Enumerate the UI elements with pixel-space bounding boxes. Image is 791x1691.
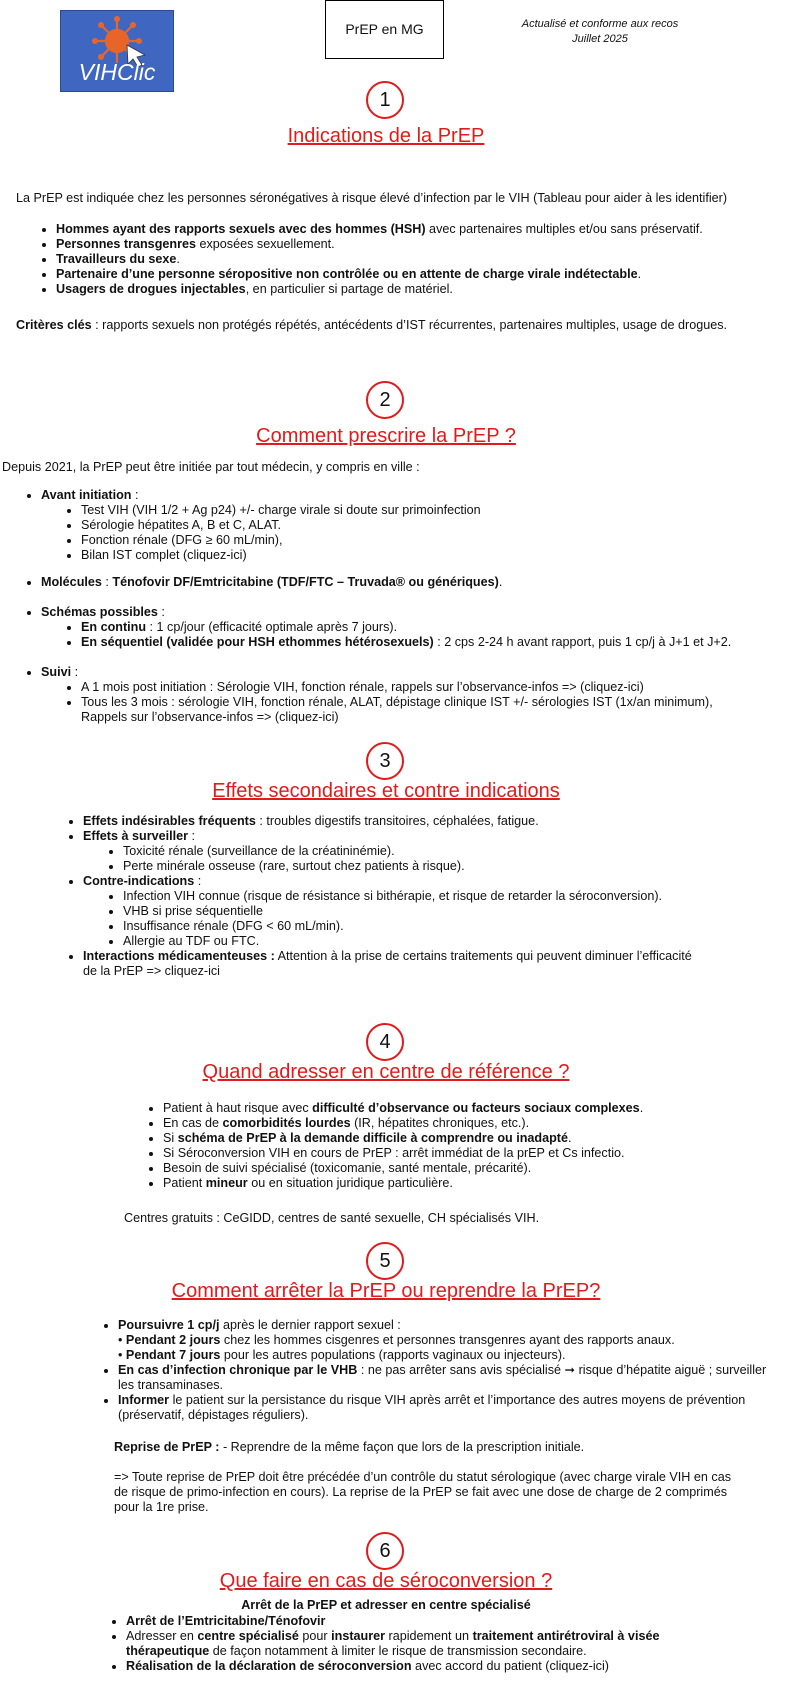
- section-title-5: Comment arrêter la PrEP ou reprendre la PrEP?: [171, 1280, 601, 1302]
- list-item: • Besoin de suivi spécialisé (toxicomanie, santé mentale, précarité).: [163, 1161, 773, 1176]
- list-item: • Patient à haut risque avec difficulté d’observance ou facteurs sociaux complexes.: [163, 1101, 773, 1116]
- list-item: • Effets à surveiller : • Toxicité rénale (surveillance de la créatininémie). • Perte minérale osseuse (rare, surtout chez patients à risque).: [83, 829, 783, 874]
- list-item: • Toxicité rénale (surveillance de la créatininémie).: [123, 844, 783, 859]
- section-number-4: 4: [366, 1023, 404, 1061]
- list-item: • Informer le patient sur la persistance du risque VIH après arrêt et l’importance des autres moyens de prévention (préservatif, dépistages réguliers).: [118, 1393, 790, 1423]
- list-item: • Infection VIH connue (risque de résistance si bithérapie, et risque de retarder la séroconversion).: [123, 889, 783, 904]
- s2-followup-list: [41, 665, 786, 725]
- s3-effects-list: [83, 814, 783, 979]
- list-item: • Suivi : • A 1 mois post initiation : Sérologie VIH, fonction rénale, rappels sur l’observance-infos => (cliquez-ici) • Tous les 3 mois : sérologie VIH, fonction rénale, ALAT, dépistage clinique IST +/- sérologies IST (1x/an minimum), Rappels sur l’observance-infos => (cliquez-ici): [41, 665, 786, 725]
- list-item: • Effets indésirables fréquents : troubles digestifs transitoires, céphalées, fatigue.: [83, 814, 783, 829]
- s2-initiation-sublist: [41, 503, 781, 563]
- list-item: • Travailleurs du sexe.: [56, 252, 776, 267]
- logo-text: VIHClic: [78, 59, 156, 85]
- section-number-3: 3: [366, 742, 404, 780]
- list-item: • En cas d’infection chronique par le VHB : ne pas arrêter sans avis spécialisé ➞ risque d’hépatite aiguë ; surveiller les transaminases.: [118, 1363, 790, 1393]
- s2-molecules-list: [41, 575, 781, 590]
- section-title-2: Comment prescrire la PrEP ?: [256, 425, 516, 447]
- list-item: • Sérologie hépatites A, B et C, ALAT.: [81, 518, 781, 533]
- s6-subtitle: Arrêt de la PrEP et adresser en centre spécialisé: [241, 1598, 531, 1612]
- list-item: • VHB si prise séquentielle: [123, 904, 783, 919]
- section-number-6: 6: [366, 1532, 404, 1570]
- update-note: [500, 17, 700, 47]
- list-item: • En continu : 1 cp/jour (efficacité optimale après 7 jours).: [81, 620, 781, 635]
- list-item: • Poursuivre 1 cp/j après le dernier rapport sexuel : • Pendant 2 jours chez les hommes cisgenres et personnes transgenres ayant des rapports anaux. • Pendant 7 jours pour les autres populations (rapports vaginaux ou injecteurs).: [118, 1318, 790, 1363]
- list-item: • En cas de comorbidités lourdes (IR, hépatites chroniques, etc.).: [163, 1116, 773, 1131]
- section-number-1: 1: [366, 81, 404, 119]
- s1-intro: La PrEP est indiquée chez les personnes séronégatives à risque élevé d’infection par le VIH (Tableau pour aider à les identifier): [16, 191, 728, 205]
- s3-monitor-sublist: [83, 844, 783, 874]
- list-item: • Fonction rénale (DFG ≥ 60 mL/min),: [81, 533, 781, 548]
- list-item: • Molécules : Ténofovir DF/Emtricitabine (TDF/FTC – Truvada® ou génériques).: [41, 575, 781, 590]
- list-item: • Si Séroconversion VIH en cours de PrEP : arrêt immédiat de la prEP et Cs infectio.: [163, 1146, 773, 1161]
- s5-restart-note: => Toute reprise de PrEP doit être précédée d’un contrôle du statut sérologique (avec charge virale VIH en cas de risque de primo-infection en cours). La reprise de la PrEP se fait avec une dose de charge de 2 comprimés pour la 1re prise.: [114, 1470, 731, 1514]
- list-item: • Arrêt de l’Emtricitabine/Ténofovir: [126, 1614, 786, 1629]
- s5-subitem: • Pendant 7 jours pour les autres populations (rapports vaginaux ou injecteurs).: [118, 1348, 566, 1362]
- list-item: • Partenaire d’une personne séropositive non contrôlée ou en attente de charge virale indétectable.: [56, 267, 776, 282]
- s4-referral-list: [163, 1101, 773, 1191]
- vihclic-logo: [60, 10, 174, 92]
- s1-key-criteria: Critères clés : rapports sexuels non protégés répétés, antécédents d’IST récurrentes, partenaires multiples, usage de drogues.: [16, 318, 728, 332]
- list-item: • Hommes ayant des rapports sexuels avec des hommes (HSH) avec partenaires multiples et/ou sans préservatif.: [56, 222, 776, 237]
- s2-initiation-list: [41, 488, 781, 563]
- list-item: • En séquentiel (validée pour HSH ethommes hétérosexuels) : 2 cps 2-24 h avant rapport, puis 1 cp/j à J+1 et J+2.: [81, 635, 781, 650]
- list-item: • Tous les 3 mois : sérologie VIH, fonction rénale, ALAT, dépistage clinique IST +/- sérologies IST (1x/an minimum), Rappels sur l’observance-infos => (cliquez-ici): [81, 695, 786, 725]
- list-item: • Usagers de drogues injectables, en particulier si partage de matériel.: [56, 282, 776, 297]
- list-item: • A 1 mois post initiation : Sérologie VIH, fonction rénale, rappels sur l’observance-infos => (cliquez-ici): [81, 680, 786, 695]
- list-item: • Réalisation de la déclaration de séroconversion avec accord du patient (cliquez-ici): [126, 1659, 786, 1674]
- s2-followup-sublist: [41, 680, 786, 725]
- list-item: • Allergie au TDF ou FTC.: [123, 934, 783, 949]
- section-number-2: 2: [366, 381, 404, 419]
- section-title-1: Indications de la PrEP: [287, 125, 485, 147]
- s6-seroconversion-list: [126, 1614, 786, 1674]
- s5-stop-list: [118, 1318, 790, 1423]
- list-item: • Si schéma de PrEP à la demande difficile à comprendre ou inadapté.: [163, 1131, 773, 1146]
- list-item: • Personnes transgenres exposées sexuellement.: [56, 237, 776, 252]
- list-item: • Avant initiation : • Test VIH (VIH 1/2 + Ag p24) +/- charge virale si doute sur primoinfection • Sérologie hépatites A, B et C, ALAT. • Fonction rénale (DFG ≥ 60 mL/min), • Bilan IST complet (cliquez-ici): [41, 488, 781, 563]
- list-item: • Test VIH (VIH 1/2 + Ag p24) +/- charge virale si doute sur primoinfection: [81, 503, 781, 518]
- section-title-4: Quand adresser en centre de référence ?: [202, 1061, 570, 1083]
- s2-schemas-sublist: [41, 620, 781, 650]
- s2-schemas-list: [41, 605, 781, 650]
- section-title-6: Que faire en cas de séroconversion ?: [219, 1570, 553, 1592]
- section-title-3: Effets secondaires et contre indications: [212, 780, 560, 802]
- s5-subitem: • Pendant 2 jours chez les hommes cisgenres et personnes transgenres ayant des rapports anaux.: [118, 1333, 675, 1347]
- section-number-5: 5: [366, 1242, 404, 1280]
- list-item: • Adresser en centre spécialisé pour instaurer rapidement un traitement antirétroviral à visée thérapeutique de façon notamment à limiter le risque de transmission secondaire.: [126, 1629, 786, 1659]
- s4-free-centres: Centres gratuits : CeGIDD, centres de santé sexuelle, CH spécialisés VIH.: [124, 1211, 540, 1225]
- list-item: • Perte minérale osseuse (rare, surtout chez patients à risque).: [123, 859, 783, 874]
- s1-indications-list: [56, 222, 776, 297]
- s2-intro: Depuis 2021, la PrEP peut être initiée par tout médecin, y compris en ville :: [2, 460, 420, 474]
- document-title: PrEP en MG: [325, 0, 444, 59]
- s3-contraindications-sublist: [83, 889, 783, 949]
- list-item: • Schémas possibles : • En continu : 1 cp/jour (efficacité optimale après 7 jours). • En séquentiel (validée pour HSH ethommes hétérosexuels) : 2 cps 2-24 h avant rapport, puis 1 cp/j à J+1 et J+2.: [41, 605, 781, 650]
- list-item: • Patient mineur ou en situation juridique particulière.: [163, 1176, 773, 1191]
- list-item: • Contre-indications : • Infection VIH connue (risque de résistance si bithérapie, et risque de retarder la séroconversion). • VHB si prise séquentielle • Insuffisance rénale (DFG < 60 mL/min). • Allergie au TDF ou FTC.: [83, 874, 783, 949]
- list-item: • Insuffisance rénale (DFG < 60 mL/min).: [123, 919, 783, 934]
- list-item: • Bilan IST complet (cliquez-ici): [81, 548, 781, 563]
- s5-restart: Reprise de PrEP : - Reprendre de la même façon que lors de la prescription initiale.: [114, 1440, 585, 1454]
- update-date: Juillet 2025: [572, 33, 628, 45]
- update-line: Actualisé et conforme aux recos: [521, 18, 679, 30]
- list-item: • Interactions médicamenteuses : Attention à la prise de certains traitements qui peuvent diminuer l’efficacité de la PrEP => cliquez-ici: [83, 949, 783, 979]
